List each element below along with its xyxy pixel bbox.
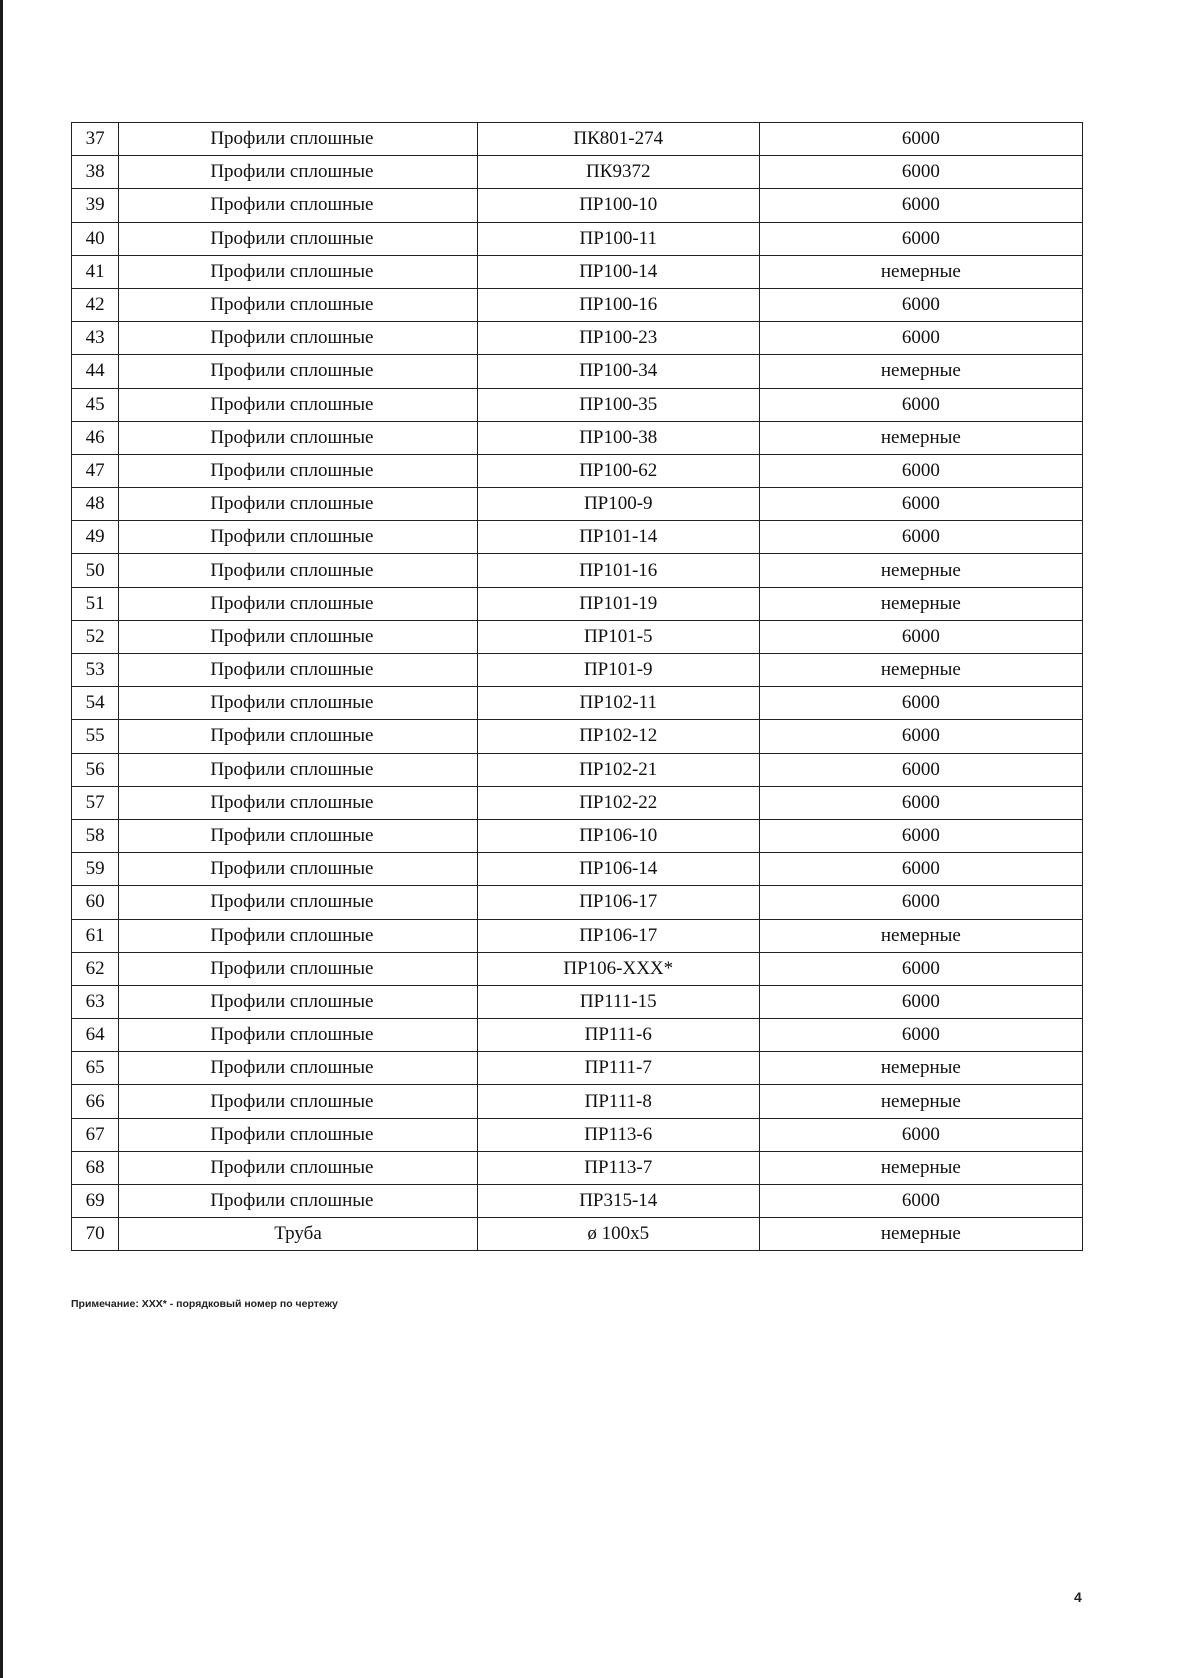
item-length-cell: 6000 xyxy=(759,322,1082,355)
item-name-cell: Профили сплошные xyxy=(119,1052,477,1085)
row-number-cell: 63 xyxy=(72,985,119,1018)
row-number-cell: 67 xyxy=(72,1118,119,1151)
item-name-cell: Профили сплошные xyxy=(119,985,477,1018)
item-name-cell: Профили сплошные xyxy=(119,587,477,620)
item-code-cell: ПР100-10 xyxy=(477,189,759,222)
row-number-cell: 48 xyxy=(72,488,119,521)
item-length-cell: немерные xyxy=(759,1052,1082,1085)
item-length-cell: 6000 xyxy=(759,1185,1082,1218)
table-row xyxy=(72,189,1083,222)
row-number-cell: 66 xyxy=(72,1085,119,1118)
table-row xyxy=(72,819,1083,852)
table-row xyxy=(72,521,1083,554)
item-length-cell: немерные xyxy=(759,255,1082,288)
item-length-cell: 6000 xyxy=(759,952,1082,985)
item-code-cell: ПР100-16 xyxy=(477,288,759,321)
item-length-cell: немерные xyxy=(759,554,1082,587)
table-body xyxy=(72,123,1083,1251)
table-row xyxy=(72,753,1083,786)
item-name-cell: Профили сплошные xyxy=(119,654,477,687)
item-name-cell: Профили сплошные xyxy=(119,1151,477,1184)
item-name-cell: Профили сплошные xyxy=(119,156,477,189)
table-row xyxy=(72,853,1083,886)
item-name-cell: Профили сплошные xyxy=(119,1019,477,1052)
item-length-cell: 6000 xyxy=(759,720,1082,753)
table-row xyxy=(72,255,1083,288)
item-code-cell: ПР101-16 xyxy=(477,554,759,587)
item-code-cell: ПР100-62 xyxy=(477,454,759,487)
row-number-cell: 68 xyxy=(72,1151,119,1184)
row-number-cell: 44 xyxy=(72,355,119,388)
table-row xyxy=(72,322,1083,355)
item-name-cell: Профили сплошные xyxy=(119,322,477,355)
item-name-cell: Профили сплошные xyxy=(119,853,477,886)
item-name-cell: Профили сплошные xyxy=(119,488,477,521)
item-name-cell: Профили сплошные xyxy=(119,886,477,919)
item-code-cell: ПР100-11 xyxy=(477,222,759,255)
item-name-cell: Профили сплошные xyxy=(119,1085,477,1118)
item-code-cell: ПР113-6 xyxy=(477,1118,759,1151)
item-length-cell: 6000 xyxy=(759,288,1082,321)
row-number-cell: 69 xyxy=(72,1185,119,1218)
item-length-cell: 6000 xyxy=(759,1019,1082,1052)
table-row xyxy=(72,1052,1083,1085)
page-number: 4 xyxy=(1074,1589,1082,1605)
table-row xyxy=(72,720,1083,753)
table-row xyxy=(72,488,1083,521)
item-code-cell: ПК9372 xyxy=(477,156,759,189)
row-number-cell: 38 xyxy=(72,156,119,189)
row-number-cell: 41 xyxy=(72,255,119,288)
item-name-cell: Профили сплошные xyxy=(119,421,477,454)
item-name-cell: Профили сплошные xyxy=(119,1185,477,1218)
item-name-cell: Профили сплошные xyxy=(119,123,477,156)
row-number-cell: 46 xyxy=(72,421,119,454)
item-code-cell: ПР111-7 xyxy=(477,1052,759,1085)
item-length-cell: 6000 xyxy=(759,687,1082,720)
row-number-cell: 43 xyxy=(72,322,119,355)
item-length-cell: 6000 xyxy=(759,521,1082,554)
row-number-cell: 37 xyxy=(72,123,119,156)
row-number-cell: 60 xyxy=(72,886,119,919)
row-number-cell: 40 xyxy=(72,222,119,255)
item-code-cell: ПР111-6 xyxy=(477,1019,759,1052)
item-name-cell: Профили сплошные xyxy=(119,189,477,222)
item-name-cell: Профили сплошные xyxy=(119,554,477,587)
table-row xyxy=(72,620,1083,653)
item-length-cell: 6000 xyxy=(759,786,1082,819)
item-length-cell: немерные xyxy=(759,654,1082,687)
item-code-cell: ПР101-14 xyxy=(477,521,759,554)
item-length-cell: 6000 xyxy=(759,819,1082,852)
row-number-cell: 42 xyxy=(72,288,119,321)
item-length-cell: 6000 xyxy=(759,156,1082,189)
row-number-cell: 45 xyxy=(72,388,119,421)
row-number-cell: 62 xyxy=(72,952,119,985)
row-number-cell: 64 xyxy=(72,1019,119,1052)
item-code-cell: ПР102-22 xyxy=(477,786,759,819)
item-code-cell: ПР101-19 xyxy=(477,587,759,620)
item-code-cell: ПР111-8 xyxy=(477,1085,759,1118)
item-length-cell: немерные xyxy=(759,919,1082,952)
table-row xyxy=(72,985,1083,1018)
table-row xyxy=(72,454,1083,487)
item-name-cell: Профили сплошные xyxy=(119,355,477,388)
item-name-cell: Профили сплошные xyxy=(119,222,477,255)
table-row xyxy=(72,123,1083,156)
table-row xyxy=(72,1085,1083,1118)
item-code-cell: ПР100-9 xyxy=(477,488,759,521)
item-name-cell: Профили сплошные xyxy=(119,388,477,421)
item-name-cell: Профили сплошные xyxy=(119,620,477,653)
item-length-cell: 6000 xyxy=(759,753,1082,786)
table-row xyxy=(72,388,1083,421)
item-length-cell: 6000 xyxy=(759,189,1082,222)
item-code-cell: ПР102-11 xyxy=(477,687,759,720)
item-code-cell: ПР100-38 xyxy=(477,421,759,454)
row-number-cell: 39 xyxy=(72,189,119,222)
row-number-cell: 53 xyxy=(72,654,119,687)
scan-edge xyxy=(0,0,3,1678)
item-length-cell: 6000 xyxy=(759,853,1082,886)
item-code-cell: ПР101-9 xyxy=(477,654,759,687)
item-length-cell: 6000 xyxy=(759,1118,1082,1151)
item-name-cell: Профили сплошные xyxy=(119,952,477,985)
table-row xyxy=(72,1218,1083,1251)
item-code-cell: ПР102-21 xyxy=(477,753,759,786)
row-number-cell: 50 xyxy=(72,554,119,587)
table-row xyxy=(72,421,1083,454)
table-row xyxy=(72,156,1083,189)
item-code-cell: ПР102-12 xyxy=(477,720,759,753)
row-number-cell: 70 xyxy=(72,1218,119,1251)
item-length-cell: 6000 xyxy=(759,488,1082,521)
row-number-cell: 57 xyxy=(72,786,119,819)
item-length-cell: немерные xyxy=(759,1151,1082,1184)
item-length-cell: немерные xyxy=(759,587,1082,620)
row-number-cell: 49 xyxy=(72,521,119,554)
item-name-cell: Профили сплошные xyxy=(119,786,477,819)
item-length-cell: 6000 xyxy=(759,886,1082,919)
item-name-cell: Профили сплошные xyxy=(119,1118,477,1151)
item-code-cell: ПР100-23 xyxy=(477,322,759,355)
row-number-cell: 58 xyxy=(72,819,119,852)
item-code-cell: ПР111-15 xyxy=(477,985,759,1018)
item-code-cell: ПК801-274 xyxy=(477,123,759,156)
item-name-cell: Профили сплошные xyxy=(119,255,477,288)
item-length-cell: 6000 xyxy=(759,388,1082,421)
item-length-cell: немерные xyxy=(759,421,1082,454)
item-code-cell: ПР106-XXX* xyxy=(477,952,759,985)
table-row xyxy=(72,1185,1083,1218)
item-code-cell: ПР100-14 xyxy=(477,255,759,288)
row-number-cell: 55 xyxy=(72,720,119,753)
item-code-cell: ПР113-7 xyxy=(477,1151,759,1184)
table-row xyxy=(72,587,1083,620)
item-code-cell: ПР101-5 xyxy=(477,620,759,653)
table-row xyxy=(72,786,1083,819)
footnote: Примечание: XXX* - порядковый номер по чертежу xyxy=(71,1298,338,1310)
table-row xyxy=(72,952,1083,985)
table-row xyxy=(72,1118,1083,1151)
row-number-cell: 59 xyxy=(72,853,119,886)
item-code-cell: ПР315-14 xyxy=(477,1185,759,1218)
item-name-cell: Профили сплошные xyxy=(119,919,477,952)
table-row xyxy=(72,1019,1083,1052)
row-number-cell: 65 xyxy=(72,1052,119,1085)
row-number-cell: 61 xyxy=(72,919,119,952)
item-code-cell: ПР100-35 xyxy=(477,388,759,421)
row-number-cell: 51 xyxy=(72,587,119,620)
table-row xyxy=(72,1151,1083,1184)
table-row xyxy=(72,355,1083,388)
item-name-cell: Труба xyxy=(119,1218,477,1251)
row-number-cell: 54 xyxy=(72,687,119,720)
item-name-cell: Профили сплошные xyxy=(119,288,477,321)
table-row xyxy=(72,222,1083,255)
item-code-cell: ПР106-17 xyxy=(477,919,759,952)
item-code-cell: ПР106-10 xyxy=(477,819,759,852)
item-length-cell: 6000 xyxy=(759,123,1082,156)
item-code-cell: ПР100-34 xyxy=(477,355,759,388)
item-name-cell: Профили сплошные xyxy=(119,454,477,487)
table-row xyxy=(72,687,1083,720)
item-length-cell: немерные xyxy=(759,1085,1082,1118)
item-name-cell: Профили сплошные xyxy=(119,720,477,753)
item-length-cell: 6000 xyxy=(759,454,1082,487)
item-name-cell: Профили сплошные xyxy=(119,521,477,554)
item-name-cell: Профили сплошные xyxy=(119,687,477,720)
item-length-cell: немерные xyxy=(759,1218,1082,1251)
item-code-cell: ПР106-17 xyxy=(477,886,759,919)
item-code-cell: ПР106-14 xyxy=(477,853,759,886)
row-number-cell: 47 xyxy=(72,454,119,487)
table-row xyxy=(72,654,1083,687)
table-row xyxy=(72,886,1083,919)
item-length-cell: 6000 xyxy=(759,620,1082,653)
item-code-cell: ø 100х5 xyxy=(477,1218,759,1251)
item-name-cell: Профили сплошные xyxy=(119,819,477,852)
profiles-table xyxy=(71,122,1083,1251)
row-number-cell: 56 xyxy=(72,753,119,786)
item-length-cell: 6000 xyxy=(759,985,1082,1018)
table-row xyxy=(72,554,1083,587)
item-length-cell: 6000 xyxy=(759,222,1082,255)
table-row xyxy=(72,288,1083,321)
item-name-cell: Профили сплошные xyxy=(119,753,477,786)
row-number-cell: 52 xyxy=(72,620,119,653)
table-row xyxy=(72,919,1083,952)
item-length-cell: немерные xyxy=(759,355,1082,388)
